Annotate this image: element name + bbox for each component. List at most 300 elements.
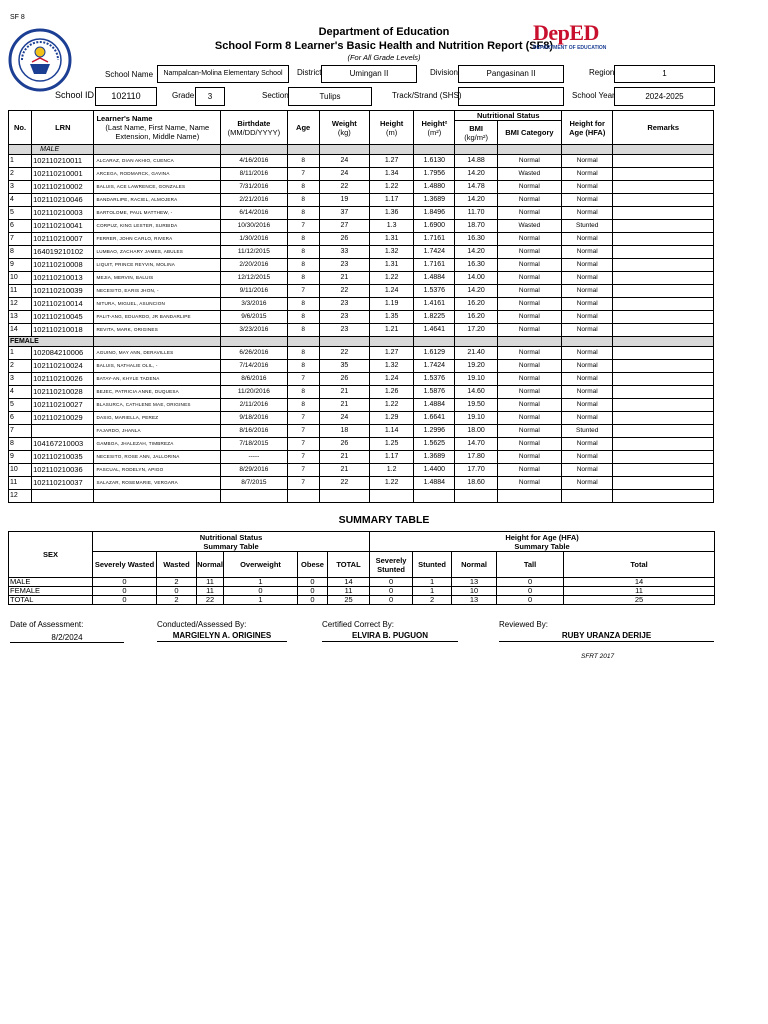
summary-cell-sw: 0 <box>93 596 157 605</box>
lrn-cell: 102110210037 <box>32 477 94 490</box>
bmi-category-cell: Normal <box>497 464 561 477</box>
row-number: 8 <box>9 438 32 451</box>
bmi-cell: 18.60 <box>455 477 497 490</box>
birthdate-cell: 6/14/2016 <box>221 207 287 220</box>
bmi-cell: 16.20 <box>455 311 497 324</box>
bmi-cell: 14.88 <box>455 155 497 168</box>
age-cell: 7 <box>287 451 319 464</box>
lrn-cell: 102110210001 <box>32 168 94 181</box>
age-cell: 8 <box>287 272 319 285</box>
summary-col-total: TOTAL <box>328 552 370 578</box>
division-label: Division <box>430 68 459 77</box>
summary-col-hfa-normal: Normal <box>452 552 497 578</box>
bmi-cell: 21.40 <box>455 347 497 360</box>
row-number: 9 <box>9 259 32 272</box>
height-squared-cell: 1.5376 <box>414 373 455 386</box>
summary-cell-ss: 0 <box>370 596 413 605</box>
row-number: 3 <box>9 373 32 386</box>
summary-cell-sex: TOTAL <box>9 596 93 605</box>
col-bmi-category: BMI Category <box>497 121 561 145</box>
lrn-cell: 102110210002 <box>32 181 94 194</box>
bmi-cell: 14.70 <box>455 438 497 451</box>
district-field[interactable]: Umingan II <box>321 65 417 83</box>
col-hfa-line1: Height for <box>569 118 605 128</box>
summary-cell-tall: 0 <box>497 587 564 596</box>
lrn-cell: 102110210029 <box>32 412 94 425</box>
hfa-cell: Normal <box>562 155 613 168</box>
male-learner-row <box>9 259 714 272</box>
section-spacer <box>497 337 561 347</box>
hfa-cell: Normal <box>562 373 613 386</box>
age-cell: 8 <box>287 207 319 220</box>
summary-cell-st: 1 <box>413 578 452 587</box>
summary-col-obese: Obese <box>298 552 328 578</box>
male-learner-row <box>9 246 714 259</box>
age-cell: 7 <box>287 220 319 233</box>
remarks-cell <box>613 412 714 425</box>
form-code: SF 8 <box>10 14 25 21</box>
bmi-category-cell: Normal <box>497 311 561 324</box>
height-squared-cell: 1.8225 <box>414 311 455 324</box>
summary-cell-t: 14 <box>328 578 370 587</box>
age-cell: 8 <box>287 386 319 399</box>
height-squared-cell: 1.7424 <box>414 360 455 373</box>
region-field[interactable]: 1 <box>614 65 715 83</box>
row-number: 2 <box>9 360 32 373</box>
male-learner-row <box>9 233 714 246</box>
age-cell: 7 <box>287 425 319 438</box>
height-cell <box>370 490 414 503</box>
bmi-cell: 14.00 <box>455 272 497 285</box>
hfa-cell: Normal <box>562 386 613 399</box>
section-field[interactable]: Tulips <box>288 87 372 106</box>
reviewed-by-signature: RUBY URANZA DERIJE <box>499 630 714 642</box>
conducted-by-signature: MARGIELYN A. ORIGINES <box>157 630 287 642</box>
summary-cell-ob: 0 <box>298 578 328 587</box>
bmi-category-cell: Normal <box>497 347 561 360</box>
birthdate-cell <box>221 490 287 503</box>
row-number: 8 <box>9 246 32 259</box>
lrn-cell: 102110210008 <box>32 259 94 272</box>
weight-cell: 23 <box>319 324 369 337</box>
age-cell: 7 <box>287 412 319 425</box>
school-name-field[interactable]: Nampalcan-Molina Elementary School <box>157 65 289 83</box>
bmi-category-cell: Normal <box>497 285 561 298</box>
school-name-label: School Name <box>105 70 154 79</box>
col-remarks: Remarks <box>613 111 714 145</box>
weight-cell: 22 <box>319 477 369 490</box>
hfa-cell: Normal <box>562 259 613 272</box>
col-name-line1: Learner's Name <box>96 114 153 123</box>
learner-name-cell: LIQUIT, PRINCE REYVIN, MOLINA <box>94 259 221 272</box>
section-spacer <box>562 145 613 155</box>
row-number: 9 <box>9 451 32 464</box>
height-squared-cell: 1.3689 <box>414 451 455 464</box>
hfa-cell: Normal <box>562 181 613 194</box>
row-number: 7 <box>9 425 32 438</box>
col-name-line2: (Last Name, First Name, Name <box>105 123 210 132</box>
section-spacer <box>455 145 497 155</box>
bmi-category-cell: Wasted <box>497 168 561 181</box>
age-cell: 8 <box>287 194 319 207</box>
male-learner-row <box>9 194 714 207</box>
summary-cell-sex: MALE <box>9 578 93 587</box>
female-learner-row <box>9 399 714 412</box>
bmi-category-cell: Normal <box>497 298 561 311</box>
bmi-category-cell: Normal <box>497 438 561 451</box>
birthdate-cell: 12/12/2015 <box>221 272 287 285</box>
summary-cell-sex: FEMALE <box>9 587 93 596</box>
col-learner-name <box>94 111 221 145</box>
height-squared-cell: 1.8496 <box>414 207 455 220</box>
hfa-cell: Normal <box>562 285 613 298</box>
learner-name-cell: MEJIA, MERVIN, BALUIS <box>94 272 221 285</box>
height-cell: 1.34 <box>370 168 414 181</box>
birthdate-cell: 11/12/2015 <box>221 246 287 259</box>
lrn-cell: 102110210035 <box>32 451 94 464</box>
summary-cell-hn: 13 <box>452 596 497 605</box>
height-squared-cell: 1.6900 <box>414 220 455 233</box>
remarks-cell <box>613 233 714 246</box>
learner-name-cell <box>94 490 221 503</box>
bmi-cell: 18.00 <box>455 425 497 438</box>
birthdate-cell: 3/3/2016 <box>221 298 287 311</box>
height-cell: 1.31 <box>370 259 414 272</box>
bmi-category-cell: Normal <box>497 399 561 412</box>
summary-ns-subtitle: Summary Table <box>203 541 259 551</box>
deped-logo <box>533 22 611 54</box>
hfa-cell: Normal <box>562 233 613 246</box>
col-nutritional-status: Nutritional Status <box>455 111 562 121</box>
summary-hfa-subtitle: Summary Table <box>514 541 570 551</box>
bmi-cell: 14.20 <box>455 194 497 207</box>
col-name-line3: Extension, Middle Name) <box>115 132 200 141</box>
summary-hfa-title: Height for Age (HFA) <box>505 532 579 542</box>
birthdate-cell: 6/26/2016 <box>221 347 287 360</box>
col-weight-line2: (kg) <box>337 127 351 137</box>
section-spacer <box>613 145 714 155</box>
learner-name-cell: PALIT-ANG, EDUARDO, JR BANDARLIPE <box>94 311 221 324</box>
summary-cell-hn: 13 <box>452 578 497 587</box>
female-learner-row <box>9 412 714 425</box>
col-bmi-line2: (kg/m²) <box>464 132 488 142</box>
learner-name-cell: BANDARLIPE, RACIEL, ALMOJERA <box>94 194 221 207</box>
hfa-cell: Normal <box>562 360 613 373</box>
school-id-field[interactable]: 102110 <box>95 87 157 106</box>
lrn-cell: 102110210007 <box>32 233 94 246</box>
section-label: Section <box>262 91 289 100</box>
hfa-cell: Normal <box>562 272 613 285</box>
col-height2-line1: Height² <box>421 118 448 128</box>
birthdate-cell: 2/20/2016 <box>221 259 287 272</box>
bmi-category-cell: Normal <box>497 324 561 337</box>
female-section-row <box>9 337 714 347</box>
female-learner-row <box>9 477 714 490</box>
row-number: 4 <box>9 386 32 399</box>
summary-cell-t: 11 <box>328 587 370 596</box>
weight-cell: 27 <box>319 220 369 233</box>
bmi-cell: 19.10 <box>455 373 497 386</box>
learner-name-cell: FAJARDO, JHANLA <box>94 425 221 438</box>
male-learner-row <box>9 324 714 337</box>
birthdate-cell: 3/23/2016 <box>221 324 287 337</box>
bmi-category-cell <box>497 490 561 503</box>
bmi-cell: 19.20 <box>455 360 497 373</box>
age-cell: 7 <box>287 285 319 298</box>
birthdate-cell: 9/18/2016 <box>221 412 287 425</box>
section-spacer <box>414 145 455 155</box>
bmi-cell: 14.20 <box>455 285 497 298</box>
section-spacer <box>221 145 287 155</box>
remarks-cell <box>613 490 714 503</box>
school-year-label: School Year <box>572 91 615 100</box>
weight-cell: 22 <box>319 285 369 298</box>
birthdate-cell: 8/6/2016 <box>221 373 287 386</box>
grade-label: Grade <box>172 91 195 100</box>
learner-name-cell: BARTOLOME, PAUL MATTHEW, - <box>94 207 221 220</box>
lrn-cell <box>32 490 94 503</box>
learner-name-cell: SALAZAR, ROSEMARIE, VERGARA <box>94 477 221 490</box>
deped-logo-caption: DEPARTMENT OF EDUCATION <box>533 45 607 51</box>
learner-name-cell: REVITA, MARK, ORIGINES <box>94 324 221 337</box>
birthdate-cell: 7/18/2015 <box>221 438 287 451</box>
bmi-cell: 19.50 <box>455 399 497 412</box>
lrn-cell: 102110210014 <box>32 298 94 311</box>
weight-cell: 21 <box>319 386 369 399</box>
female-learner-row <box>9 464 714 477</box>
height-cell: 1.22 <box>370 181 414 194</box>
bmi-category-cell: Normal <box>497 425 561 438</box>
age-cell: 8 <box>287 155 319 168</box>
remarks-cell <box>613 194 714 207</box>
section-spacer <box>221 337 287 347</box>
summary-cell-ht: 11 <box>564 587 715 596</box>
height-squared-cell: 1.6641 <box>414 412 455 425</box>
section-spacer <box>9 145 32 155</box>
deped-logo-text: DepED <box>533 20 599 45</box>
section-spacer <box>414 337 455 347</box>
birthdate-cell: 4/16/2016 <box>221 155 287 168</box>
track-label: Track/Strand (SHS) <box>392 91 462 100</box>
summary-col-ss-line1: Severely <box>375 555 407 565</box>
summary-cell-st: 2 <box>413 596 452 605</box>
summary-cell-n: 11 <box>197 578 224 587</box>
bmi-category-cell: Normal <box>497 207 561 220</box>
learner-name-cell: BATAY-AN, KHYLE TADENA <box>94 373 221 386</box>
section-spacer <box>613 337 714 347</box>
section-spacer <box>287 145 319 155</box>
row-number: 11 <box>9 477 32 490</box>
birthdate-cell: 11/20/2016 <box>221 386 287 399</box>
summary-cell-ht: 25 <box>564 596 715 605</box>
female-learner-row <box>9 490 714 503</box>
learner-name-cell: GAMBOA, JHALEZAH, TIMBREZA <box>94 438 221 451</box>
age-cell: 7 <box>287 168 319 181</box>
height-cell: 1.2 <box>370 464 414 477</box>
form-version-code: SFRT 2017 <box>581 653 615 660</box>
section-spacer <box>455 337 497 347</box>
remarks-cell <box>613 451 714 464</box>
track-field[interactable] <box>458 87 564 106</box>
age-cell: 7 <box>287 464 319 477</box>
col-hfa-line2: Age (HFA) <box>569 127 606 137</box>
bmi-cell: 19.10 <box>455 412 497 425</box>
school-year-field[interactable]: 2024-2025 <box>614 87 715 106</box>
bmi-category-cell: Normal <box>497 155 561 168</box>
male-learner-row <box>9 272 714 285</box>
summary-cell-ob: 0 <box>298 587 328 596</box>
height-cell: 1.27 <box>370 347 414 360</box>
lrn-cell: 102110210046 <box>32 194 94 207</box>
weight-cell <box>319 490 369 503</box>
age-cell: 8 <box>287 298 319 311</box>
height-squared-cell: 1.4641 <box>414 324 455 337</box>
age-cell: 8 <box>287 246 319 259</box>
summary-ns-header <box>93 532 370 552</box>
remarks-cell <box>613 298 714 311</box>
summary-col-ss-line2: Stunted <box>377 564 405 574</box>
learner-name-cell: LUMBAO, ZACHARY JAMES, ABULES <box>94 246 221 259</box>
birthdate-cell: 7/31/2016 <box>221 181 287 194</box>
row-number: 4 <box>9 194 32 207</box>
learner-name-cell: FERRER, JOHN CARLO, RIVERA <box>94 233 221 246</box>
female-learner-row <box>9 373 714 386</box>
summary-cell-st: 1 <box>413 587 452 596</box>
height-cell: 1.35 <box>370 311 414 324</box>
birthdate-cell: 9/6/2015 <box>221 311 287 324</box>
row-number: 10 <box>9 464 32 477</box>
summary-col-severely-wasted: Severely Wasted <box>93 552 157 578</box>
col-weight <box>319 111 369 145</box>
weight-cell: 24 <box>319 168 369 181</box>
date-label: Date of Assessment: <box>10 620 84 629</box>
weight-cell: 26 <box>319 373 369 386</box>
bmi-cell: 17.20 <box>455 324 497 337</box>
bmi-category-cell: Normal <box>497 233 561 246</box>
lrn-cell: 102110210011 <box>32 155 94 168</box>
learner-name-cell: BALUIS, NATHALIE OLIL, - <box>94 360 221 373</box>
height-squared-cell: 1.6129 <box>414 347 455 360</box>
summary-cell-w: 0 <box>157 587 197 596</box>
height-cell: 1.22 <box>370 272 414 285</box>
division-field[interactable]: Pangasinan II <box>458 65 564 83</box>
weight-cell: 26 <box>319 438 369 451</box>
hfa-cell: Normal <box>562 324 613 337</box>
male-learner-row <box>9 168 714 181</box>
birthdate-cell: 8/7/2015 <box>221 477 287 490</box>
remarks-cell <box>613 207 714 220</box>
female-learner-row <box>9 425 714 438</box>
hfa-cell: Normal <box>562 246 613 259</box>
lrn-cell <box>32 425 94 438</box>
col-lrn: LRN <box>32 111 94 145</box>
birthdate-cell: ----- <box>221 451 287 464</box>
learner-name-cell: PASCUAL, RODELYN, APIGO <box>94 464 221 477</box>
bmi-category-cell: Normal <box>497 246 561 259</box>
row-number: 1 <box>9 347 32 360</box>
summary-cell-ss: 0 <box>370 587 413 596</box>
remarks-cell <box>613 360 714 373</box>
male-learner-row <box>9 311 714 324</box>
bmi-category-cell: Normal <box>497 360 561 373</box>
birthdate-cell: 7/14/2016 <box>221 360 287 373</box>
summary-cell-ow: 1 <box>224 596 298 605</box>
weight-cell: 22 <box>319 181 369 194</box>
lrn-cell: 102110210027 <box>32 399 94 412</box>
form-subtitle: School Form 8 Learner's Basic Health and Nutrition Report (SF8) <box>214 40 554 52</box>
male-learner-row <box>9 220 714 233</box>
height-cell: 1.32 <box>370 246 414 259</box>
certified-label: Certified Correct By: <box>322 620 395 629</box>
form-note: (For All Grade Levels) <box>347 53 421 62</box>
birthdate-cell: 2/11/2016 <box>221 399 287 412</box>
height-squared-cell: 1.7956 <box>414 168 455 181</box>
summary-cell-n: 22 <box>197 596 224 605</box>
birthdate-cell: 8/16/2016 <box>221 425 287 438</box>
height-squared-cell: 1.5625 <box>414 438 455 451</box>
remarks-cell <box>613 373 714 386</box>
weight-cell: 19 <box>319 194 369 207</box>
female-learner-row <box>9 451 714 464</box>
remarks-cell <box>613 311 714 324</box>
bmi-cell: 11.70 <box>455 207 497 220</box>
age-cell: 8 <box>287 259 319 272</box>
district-label: District <box>297 68 322 77</box>
bmi-cell: 18.70 <box>455 220 497 233</box>
hfa-cell: Stunted <box>562 425 613 438</box>
male-learner-row <box>9 298 714 311</box>
hfa-cell: Normal <box>562 311 613 324</box>
bmi-category-cell: Normal <box>497 272 561 285</box>
bmi-cell: 14.78 <box>455 181 497 194</box>
height-squared-cell: 1.4880 <box>414 181 455 194</box>
learner-name-cell: BALUIS, ACE LAWRENCE, GONZALES <box>94 181 221 194</box>
male-learner-row <box>9 207 714 220</box>
row-number: 12 <box>9 490 32 503</box>
grade-field[interactable]: 3 <box>195 87 225 106</box>
bmi-category-cell: Normal <box>497 412 561 425</box>
remarks-cell <box>613 399 714 412</box>
remarks-cell <box>613 155 714 168</box>
summary-cell-ss: 0 <box>370 578 413 587</box>
female-learner-row <box>9 347 714 360</box>
birthdate-cell: 1/30/2016 <box>221 233 287 246</box>
age-cell: 8 <box>287 181 319 194</box>
male-learner-row <box>9 285 714 298</box>
remarks-cell <box>613 272 714 285</box>
weight-cell: 23 <box>319 259 369 272</box>
bmi-category-cell: Wasted <box>497 220 561 233</box>
male-section-row <box>9 145 714 155</box>
summary-hfa-header <box>370 532 715 552</box>
height-squared-cell: 1.2996 <box>414 425 455 438</box>
summary-col-tall: Tall <box>497 552 564 578</box>
summary-rows <box>9 578 715 605</box>
row-number: 7 <box>9 233 32 246</box>
female-rows <box>9 337 714 503</box>
col-height-squared <box>414 111 455 145</box>
col-birth-line1: Birthdate <box>237 118 271 128</box>
section-spacer <box>562 337 613 347</box>
height-cell: 1.21 <box>370 324 414 337</box>
learner-health-table <box>8 110 714 503</box>
lrn-cell: 102110210028 <box>32 386 94 399</box>
bmi-category-cell: Normal <box>497 451 561 464</box>
row-number: 2 <box>9 168 32 181</box>
summary-ns-title: Nutritional Status <box>199 532 263 542</box>
age-cell: 8 <box>287 347 319 360</box>
remarks-cell <box>613 220 714 233</box>
